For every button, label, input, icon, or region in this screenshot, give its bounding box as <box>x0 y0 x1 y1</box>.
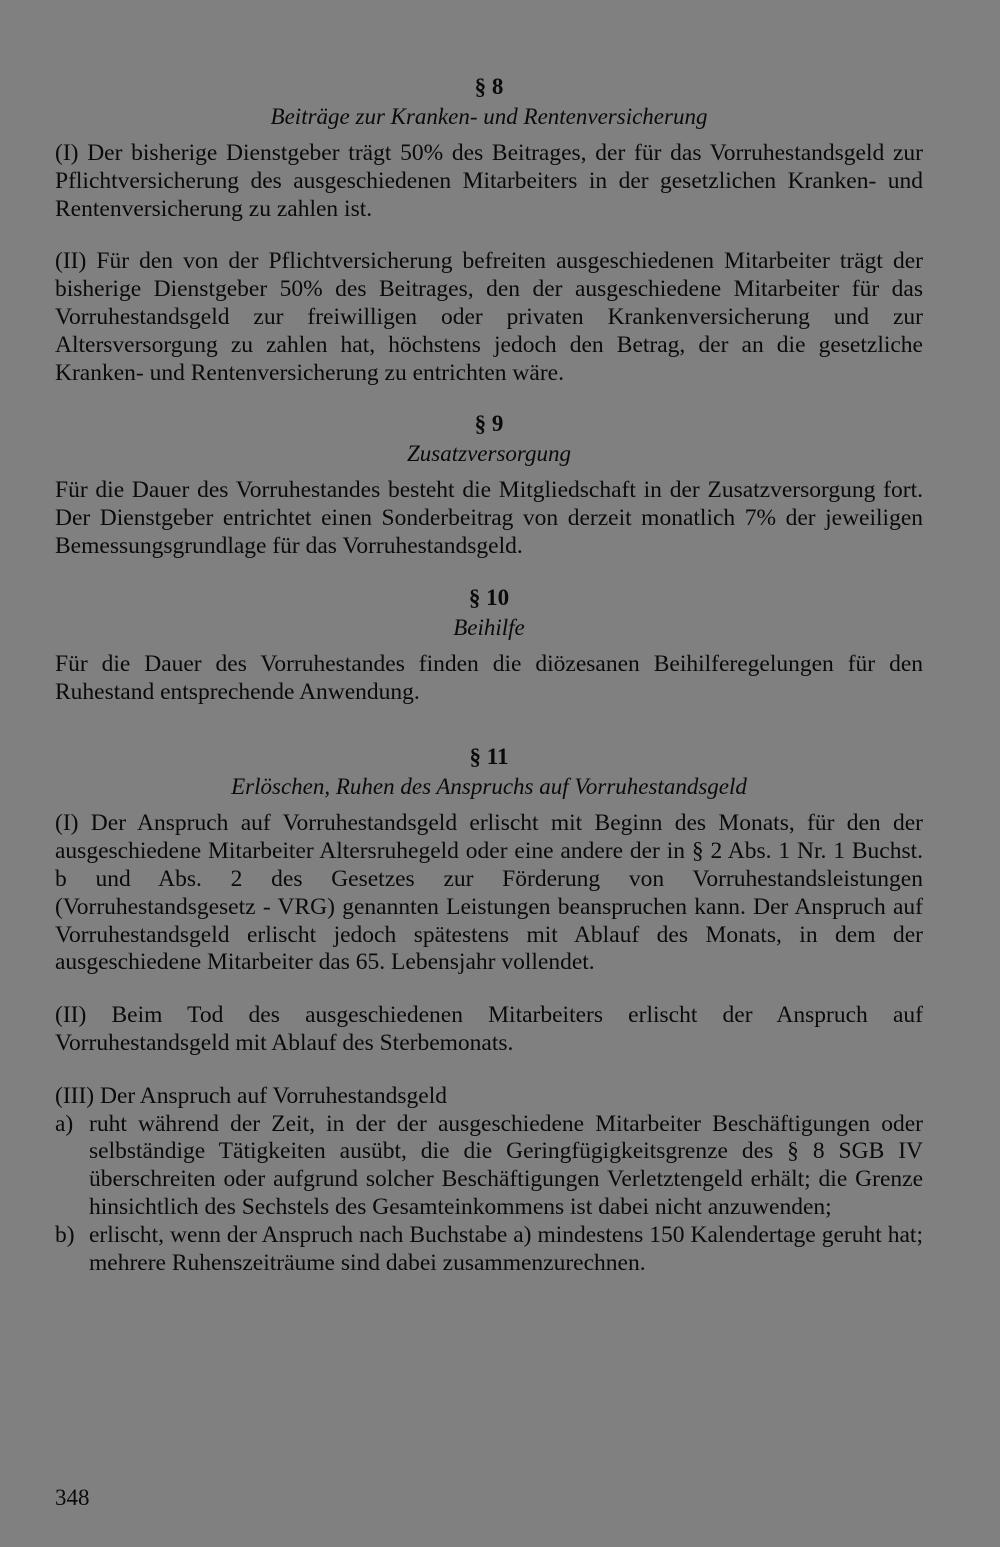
document-page <box>55 72 923 1277</box>
paragraph: (II) Für den von der Pflichtversicherung befreiten ausgeschiedenen Mitarbeiter trägt der bisherige Dienstgeber 50% des Beitrages, den der ausgeschiedene Mitarbeiter für das Vorruhestandsgeld zur freiwilligen oder privaten Krankenversicherung und zur Altersversorgung zu zahlen hat, höchstens jedoch den Betrag, der an die gesetzliche Kranken- und Rentenversicherung zu entrichten wäre. <box>55 248 923 386</box>
paragraph: (II) Beim Tod des ausgeschiedenen Mitarbeiters erlischt der Anspruch auf Vorruhestandsgeld mit Ablauf des Sterbemonats. <box>55 1002 923 1056</box>
section-heading: § 8 <box>474 74 504 99</box>
list-item-text: erlischt, wenn der Anspruch nach Buchstabe a) mindestens 150 Kalendertage geruht hat; mehrere Ruhenszeiträume sind dabei zusammenzurechnen. <box>89 1221 923 1276</box>
section-heading: § 11 <box>469 744 509 770</box>
list-item-text: ruht während der Zeit, in der der ausgeschiedene Mitarbeiter Beschäftigungen oder selbständige Tätigkeiten ausübt, die die Geringfügigkeitsgrenze des § 8 SGB IV überschreiten oder aufgrund solcher Beschäftigungen Verletztengeld erhält; die Grenze hinsichtlich des Sechstels des Gesamteinkommens ist dabei nicht anzuwenden; <box>89 1110 923 1220</box>
section-title: Beiträge zur Kranken- und Rentenversicherung <box>270 104 708 129</box>
list-marker: a) <box>55 1110 74 1137</box>
section-10 <box>55 583 923 707</box>
section-heading: § 10 <box>468 584 510 610</box>
list-item <box>55 1111 923 1222</box>
list-item <box>55 1222 923 1278</box>
paragraph: (III) Der Anspruch auf Vorruhestandsgeld <box>55 1082 447 1109</box>
page-number: 348 <box>55 1485 90 1510</box>
paragraph: (I) Der bisherige Dienstgeber trägt 50% des Beitrages, der für das Vorruhestandsgeld zur Pflichtversicherung des ausgeschiedenen Mitarbeiters in der gesetzlichen Kranken- und Rentenversicherung zu zahlen ist. <box>55 140 923 222</box>
section-9 <box>55 409 923 560</box>
section-8 <box>55 72 923 387</box>
section-title: Zusatzversorgung <box>407 441 571 467</box>
section-heading: § 9 <box>474 411 504 437</box>
section-11 <box>55 742 923 1277</box>
paragraph: Für die Dauer des Vorruhestandes besteht die Mitgliedschaft in der Zusatzversorgung fort. Der Dienstgeber entrichtet einen Sonderbeitrag von derzeit monatlich 7% der jeweiligen Bemessungsgrundlage für das Vorruhestandsgeld. <box>55 477 923 559</box>
paragraph: (I) Der Anspruch auf Vorruhestandsgeld erlischt mit Beginn des Monats, für den der ausgeschiedene Mitarbeiter Altersruhegeld oder eine andere der in § 2 Abs. 1 Nr. 1 Buchst. b und Abs. 2 des Gesetzes zur Förderung von Vorruhestandsleistungen (Vorruhestandsgesetz - VRG) genannten Leistungen beanspruchen kann. Der Anspruch auf Vorruhestandsgeld erlischt jedoch spätestens mit Ablauf des Monats, in dem der ausgeschiedene Mitarbeiter das 65. Lebensjahr vollendet. <box>55 810 923 976</box>
section-title: Beihilfe <box>453 614 525 640</box>
list-marker: b) <box>55 1221 75 1248</box>
paragraph: Für die Dauer des Vorruhestandes finden die diözesanen Beihilferegelungen für den Ruhestand entsprechende Anwendung. <box>55 650 923 705</box>
section-title: Erlöschen, Ruhen des Anspruchs auf Vorruhestandsgeld <box>231 774 747 800</box>
